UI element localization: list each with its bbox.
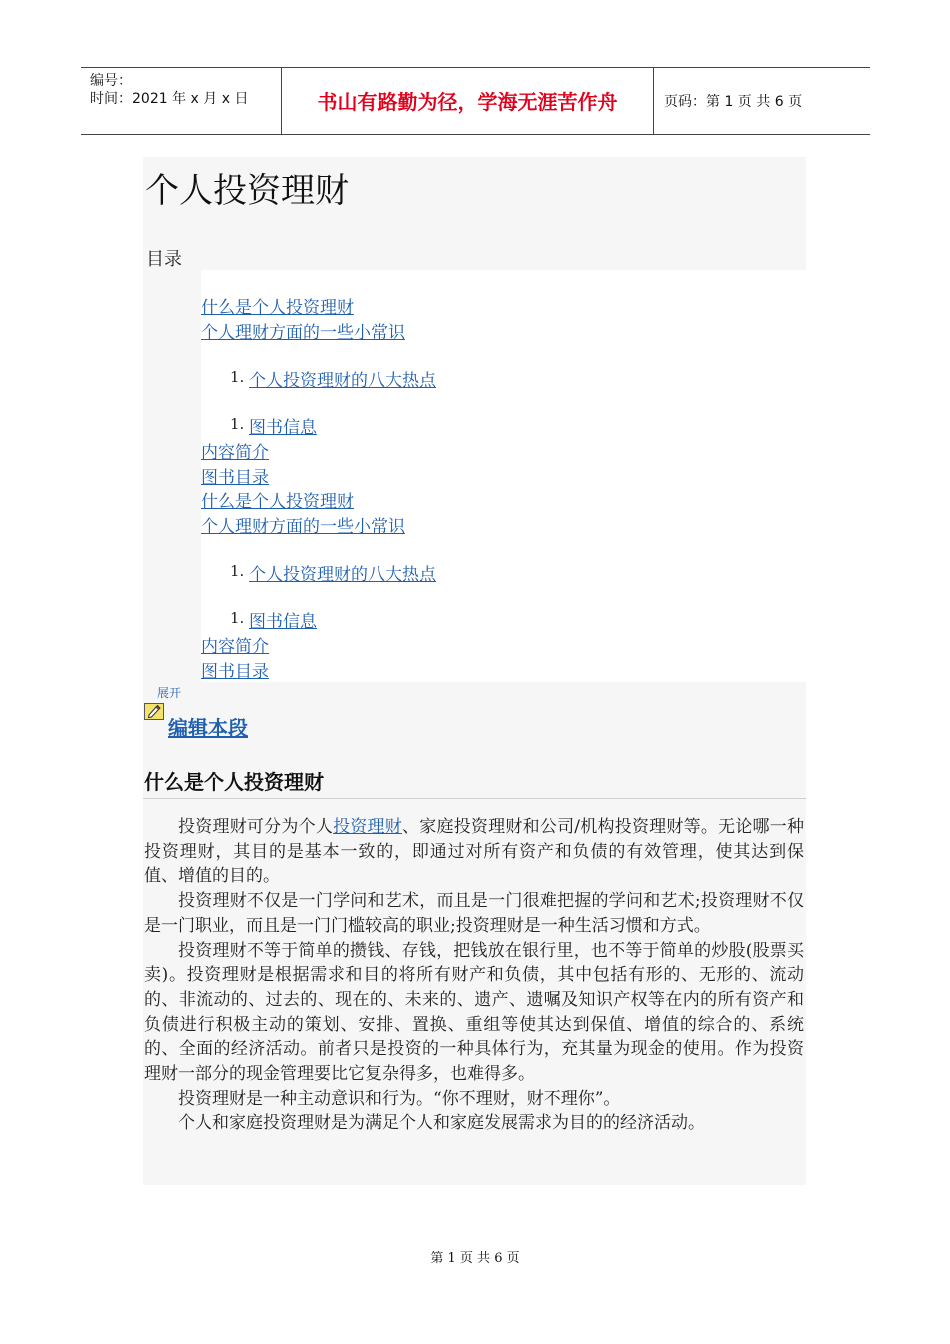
section-title: 什么是个人投资理财 <box>144 770 324 794</box>
header-page-info: 页码：第 1 页 共 6 页 <box>664 94 803 110</box>
expand-toggle[interactable]: 展开 <box>157 686 182 700</box>
table-of-contents <box>201 270 806 682</box>
toc-heading: 目录 <box>146 249 182 270</box>
time-label: 时间：2021 年 x 月 x 日 <box>90 91 249 107</box>
paragraph: 个人和家庭投资理财是为满足个人和家庭发展需求为目的的经济活动。 <box>178 1113 705 1134</box>
article-body <box>144 815 804 1136</box>
header-motto: 书山有路勤为径，学海无涯苦作舟 <box>282 68 654 134</box>
toc-link-summary[interactable]: 内容简介 <box>201 637 269 657</box>
toc-number: 1. <box>230 415 245 433</box>
toc-link-hotspots[interactable]: 个人投资理财的八大热点 <box>249 371 436 391</box>
paragraph <box>144 815 804 889</box>
toc-link-what-is[interactable]: 什么是个人投资理财 <box>201 298 354 318</box>
section-divider <box>143 798 806 799</box>
investment-link[interactable]: 投资理财 <box>333 817 402 837</box>
toc-link-what-is[interactable]: 什么是个人投资理财 <box>201 492 354 512</box>
toc-link-book-info[interactable]: 图书信息 <box>249 612 317 632</box>
paragraph: 投资理财不仅是一门学问和艺术，而且是一门很难把握的学问和艺术;投资理财不仅是一门职业，而且是一门门槛较高的职业;投资理财是一种生活习惯和方式。 <box>144 891 804 936</box>
toc-link-common-sense[interactable]: 个人理财方面的一些小常识 <box>201 517 405 537</box>
document-header <box>81 67 870 135</box>
paragraph: 投资理财不等于简单的攒钱、存钱，把钱放在银行里，也不等于简单的炒股(股票买卖)。投资理财是根据需求和目的将所有财产和负债，其中包括有形的、无形的、流动的、非流动的、过去的、现在的、未来的、遗产、遗嘱及知识产权等在内的所有资产和负债进行积极主动的策划、安排、置换、重组等使其达到保值、增值的综合的、系统的、全面的经济活动。前者只是投资的一种具体行为，充其量为现金的使用。作为投资理财一部分的现金管理要比它复杂得多，也难得多。 <box>144 940 804 1085</box>
toc-link-book-info[interactable]: 图书信息 <box>249 418 317 438</box>
edit-section-link[interactable]: 编辑本段 <box>168 716 248 740</box>
edit-icon[interactable] <box>144 703 164 720</box>
toc-number: 1. <box>230 609 245 627</box>
paragraph: 投资理财是一种主动意识和行为。“你不理财，财不理你”。 <box>178 1088 621 1109</box>
toc-link-summary[interactable]: 内容简介 <box>201 443 269 463</box>
toc-number: 1. <box>230 368 245 386</box>
number-label: 编号： <box>90 73 132 89</box>
paragraph-text: 投资理财可分为个人 <box>178 817 334 837</box>
paragraph-text: 、家庭投资理财和公司/机构投资理财等。无论哪一种投资理财，其目的是基本一致的，即通过对所有资产和负债的有效管理，使其达到保值、增值的目的。 <box>144 817 805 887</box>
header-meta <box>81 68 282 134</box>
toc-link-book-contents[interactable]: 图书目录 <box>201 468 269 488</box>
page-footer: 第 1 页 共 6 页 <box>430 1251 520 1266</box>
page-title: 个人投资理财 <box>145 171 349 211</box>
toc-link-hotspots[interactable]: 个人投资理财的八大热点 <box>249 565 436 585</box>
toc-link-common-sense[interactable]: 个人理财方面的一些小常识 <box>201 323 405 343</box>
toc-number: 1. <box>230 562 245 580</box>
toc-link-book-contents[interactable]: 图书目录 <box>201 662 269 682</box>
